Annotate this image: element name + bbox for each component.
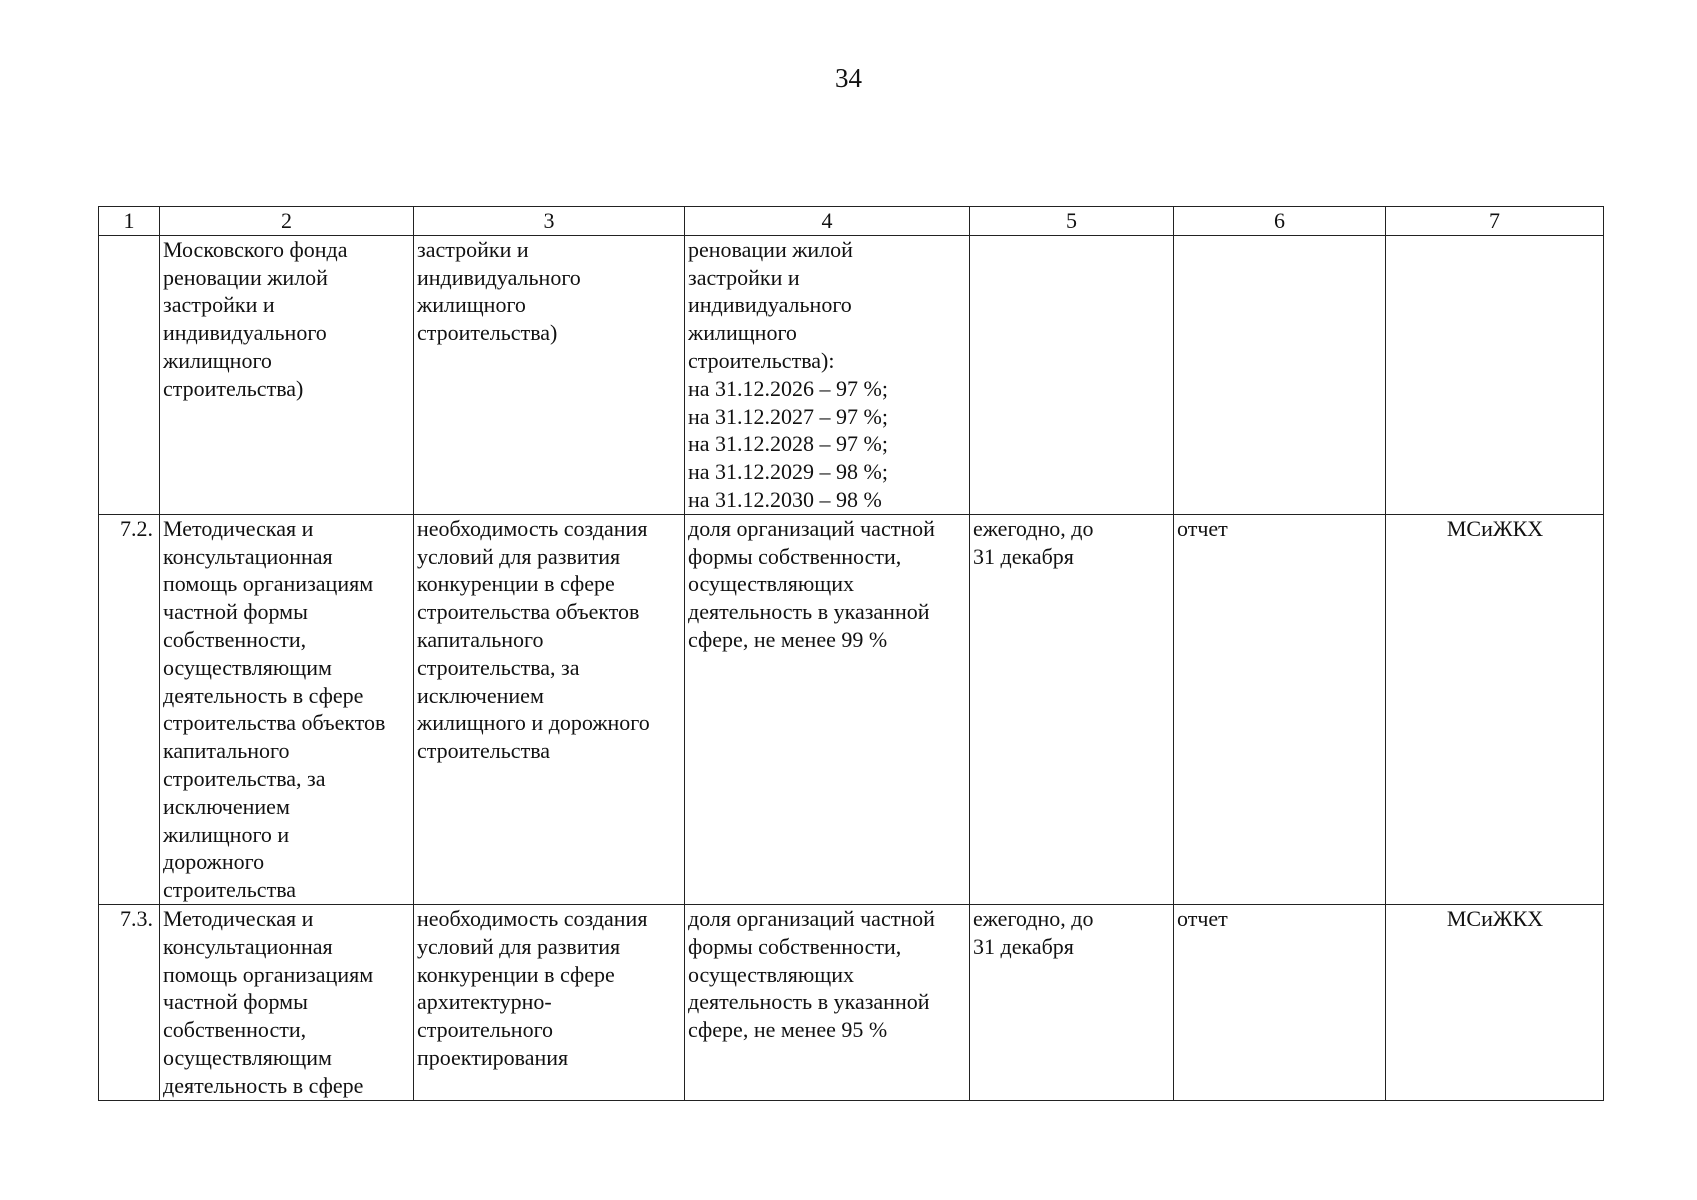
responsible-cell: МСиЖКХ <box>1386 904 1604 1100</box>
document-type-cell: отчет <box>1174 904 1386 1100</box>
cell-text-line: архитектурно- <box>417 989 552 1015</box>
cell-text-line: застройки и <box>163 292 275 318</box>
cell-text-line: деятельность в указанной <box>688 599 930 625</box>
cell-text-line: собственности, <box>163 1017 307 1043</box>
cell-text-line: деятельность в сфере <box>163 1072 364 1098</box>
measure-name-cell <box>160 904 414 1100</box>
cell-text-line: на 31.12.2027 – 97 %; <box>688 403 888 429</box>
cell-text-line: жилищного <box>417 292 526 318</box>
cell-text-line: строительства, за <box>417 654 580 680</box>
cell-text-line: деятельность в указанной <box>688 989 930 1015</box>
cell-text-line: строительства <box>417 738 551 764</box>
cell-text-line: условий для развития <box>417 933 621 959</box>
cell-text-line: капитального <box>163 738 290 764</box>
cell-text-line: реновации жилой <box>163 264 328 290</box>
cell-text-line: доля организаций частной <box>688 515 935 541</box>
justification-cell <box>414 235 685 514</box>
measures-table <box>98 206 1604 1101</box>
document-type-cell <box>1174 235 1386 514</box>
measure-name-cell <box>160 514 414 904</box>
page-number: 34 <box>835 63 862 93</box>
cell-text-line: ежегодно, до <box>973 515 1094 541</box>
cell-text-line: жилищного и <box>163 821 290 847</box>
cell-text-line: помощь организациям <box>163 961 374 987</box>
cell-text-line: осуществляющим <box>163 1044 332 1070</box>
cell-text-line: консультационная <box>163 933 333 959</box>
row-number-cell <box>99 235 160 514</box>
cell-text-line: застройки и <box>417 236 529 262</box>
cell-text-line: на 31.12.2026 – 97 %; <box>688 375 888 401</box>
indicator-cell <box>685 235 970 514</box>
cell-text-line: сфере, не менее 95 % <box>688 1017 888 1043</box>
responsible-cell <box>1386 235 1604 514</box>
cell-text-line: ежегодно, до <box>973 905 1094 931</box>
document-type-cell: отчет <box>1174 514 1386 904</box>
cell-text-line: необходимость создания <box>417 515 648 541</box>
cell-text-line: исключением <box>163 793 290 819</box>
cell-text-line: исключением <box>417 682 544 708</box>
cell-text-line: строительства объектов <box>417 599 640 625</box>
column-header: 4 <box>685 207 970 236</box>
cell-text-line: доля организаций частной <box>688 905 935 931</box>
measure-name-cell <box>160 235 414 514</box>
cell-text-line: 31 декабря <box>973 933 1074 959</box>
cell-text-line: капитального <box>417 626 544 652</box>
cell-text-line: конкуренции в сфере <box>417 571 615 597</box>
cell-text-line: условий для развития <box>417 543 621 569</box>
row-number-cell: 7.3. <box>99 904 160 1100</box>
cell-text-line: частной формы <box>163 989 308 1015</box>
cell-text-line: осуществляющих <box>688 961 854 987</box>
cell-text-line: деятельность в сфере <box>163 682 364 708</box>
column-header: 2 <box>160 207 414 236</box>
cell-text-line: строительства <box>163 877 297 903</box>
cell-text-line: Московского фонда <box>163 236 348 262</box>
cell-text-line: необходимость создания <box>417 905 648 931</box>
column-header: 6 <box>1174 207 1386 236</box>
column-header: 3 <box>414 207 685 236</box>
cell-text-line: строительства) <box>417 320 558 346</box>
cell-text-line: консультационная <box>163 543 333 569</box>
cell-text-line: индивидуального <box>417 264 581 290</box>
table-row <box>99 514 1604 904</box>
cell-text-line: формы собственности, <box>688 933 902 959</box>
deadline-cell <box>970 235 1174 514</box>
justification-cell <box>414 904 685 1100</box>
cell-text-line: осуществляющим <box>163 654 332 680</box>
cell-text-line: 31 декабря <box>973 543 1074 569</box>
table-row <box>99 235 1604 514</box>
cell-text-line: на 31.12.2028 – 97 %; <box>688 431 888 457</box>
cell-text-line: индивидуального <box>163 320 327 346</box>
cell-text-line: Методическая и <box>163 905 314 931</box>
cell-text-line: строительства): <box>688 347 835 373</box>
justification-cell <box>414 514 685 904</box>
cell-text-line: Методическая и <box>163 515 314 541</box>
column-header: 7 <box>1386 207 1604 236</box>
cell-text-line: помощь организациям <box>163 571 374 597</box>
cell-text-line: строительного <box>417 1017 554 1043</box>
cell-text-line: сфере, не менее 99 % <box>688 626 888 652</box>
column-header: 1 <box>99 207 160 236</box>
cell-text-line: на 31.12.2029 – 98 %; <box>688 459 888 485</box>
deadline-cell <box>970 514 1174 904</box>
column-header: 5 <box>970 207 1174 236</box>
cell-text-line: строительства) <box>163 375 304 401</box>
table-row <box>99 904 1604 1100</box>
cell-text-line: застройки и <box>688 264 800 290</box>
cell-text-line: строительства объектов <box>163 710 386 736</box>
indicator-cell <box>685 904 970 1100</box>
responsible-cell: МСиЖКХ <box>1386 514 1604 904</box>
cell-text-line: жилищного и дорожного <box>417 710 650 736</box>
cell-text-line: дорожного <box>163 849 265 875</box>
cell-text-line: формы собственности, <box>688 543 902 569</box>
cell-text-line: жилищного <box>688 320 797 346</box>
cell-text-line: жилищного <box>163 347 272 373</box>
cell-text-line: индивидуального <box>688 292 852 318</box>
cell-text-line: реновации жилой <box>688 236 853 262</box>
cell-text-line: строительства, за <box>163 765 326 791</box>
cell-text-line: осуществляющих <box>688 571 854 597</box>
row-number-cell: 7.2. <box>99 514 160 904</box>
cell-text-line: частной формы <box>163 599 308 625</box>
table-header-row <box>99 207 1604 236</box>
deadline-cell <box>970 904 1174 1100</box>
cell-text-line: собственности, <box>163 626 307 652</box>
indicator-cell <box>685 514 970 904</box>
cell-text-line: конкуренции в сфере <box>417 961 615 987</box>
cell-text-line: проектирования <box>417 1044 569 1070</box>
cell-text-line: на 31.12.2030 – 98 % <box>688 486 882 512</box>
